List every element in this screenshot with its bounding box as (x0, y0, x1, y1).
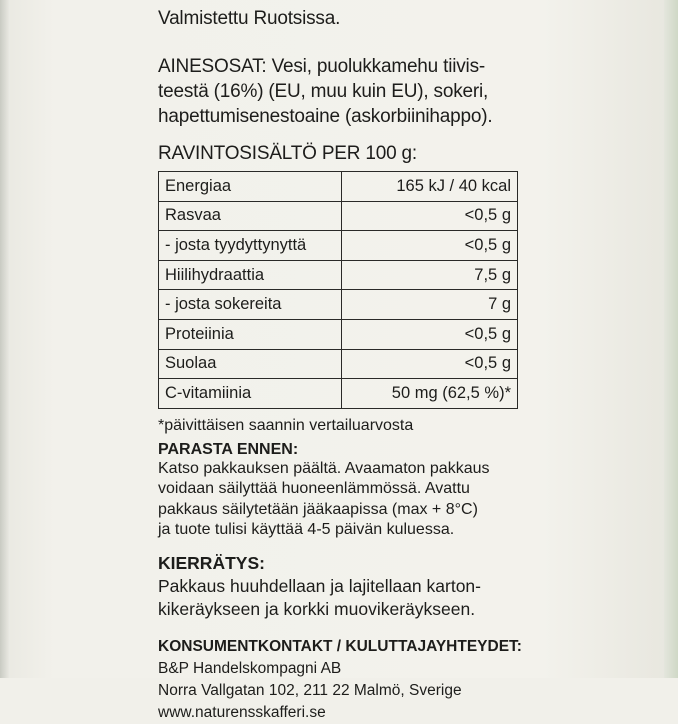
ingredients-line: hapettumisenestoaine (askorbiinihappo). (158, 106, 493, 127)
nutrient-name: Energiaa (159, 172, 342, 202)
ingredients-line: AINESOSAT: Vesi, puolukkamehu tiivis- (158, 56, 485, 77)
best-before-text (158, 459, 668, 541)
table-row (159, 201, 518, 231)
recycling-line: Pakkaus huuhdellaan ja lajitellaan karton- (158, 575, 481, 596)
table-row (159, 172, 518, 202)
nutrient-value: 165 kJ / 40 kcal (342, 172, 518, 202)
table-row (159, 260, 518, 290)
nutrition-title: RAVINTOSISÄLTÖ PER 100 g: (158, 143, 417, 164)
contact-company: B&P Handelskompagni AB (158, 659, 342, 677)
best-before-heading: PARASTA ENNEN: (158, 440, 299, 458)
nutrient-name: Proteiinia (159, 319, 342, 349)
nutrient-value: 50 mg (62,5 %)* (342, 379, 518, 409)
nutrient-value: <0,5 g (342, 349, 518, 379)
nutrient-name: - josta sokereita (159, 290, 342, 320)
nutrient-value: <0,5 g (342, 231, 518, 261)
nutrient-value: 7,5 g (342, 260, 518, 290)
best-before-line: voidaan säilyttää huoneenlämmössä. Avattu (158, 480, 470, 498)
nutrient-name: C-vitamiinia (159, 379, 342, 409)
nutrient-value: 7 g (342, 290, 518, 320)
ingredients-line: teestä (16%) (EU, muu kuin EU), sokeri, (158, 81, 489, 102)
contact-text (158, 658, 668, 724)
best-before-line: Katso pakkauksen päältä. Avaamaton pakkaus (158, 459, 490, 477)
contact-address: Norra Vallgatan 102, 211 22 Malmö, Sverige (158, 681, 462, 699)
ingredients-text (158, 54, 668, 129)
nutrient-value: <0,5 g (342, 319, 518, 349)
nutrient-name: Suolaa (159, 349, 342, 379)
nutrient-name: Rasvaa (159, 201, 342, 231)
table-row (159, 319, 518, 349)
nutrient-name: Hiilihydraattia (159, 260, 342, 290)
table-row (159, 379, 518, 409)
label-text-block (158, 8, 668, 724)
best-before-line: ja tuote tulisi käyttää 4-5 päivän kuluessa. (158, 521, 455, 539)
recycling-heading: KIERRÄTYS: (158, 552, 265, 573)
best-before-line: pakkaus säilytetään jääkaapissa (max + 8°C) (158, 500, 478, 518)
contact-website: www.naturensskafferi.se (158, 703, 326, 721)
made-in-text: Valmistettu Ruotsissa. (158, 8, 341, 29)
nutrition-footnote: *päivittäisen saannin vertailuarvosta (158, 416, 414, 434)
nutrient-name: - josta tyydyttynyttä (159, 231, 342, 261)
contact-heading: KONSUMENTKONTAKT / KULUTTAJAYHTEYDET: (158, 637, 522, 655)
table-row (159, 231, 518, 261)
table-row (159, 349, 518, 379)
label-left-edge (0, 0, 10, 678)
recycling-text (158, 575, 668, 621)
nutrition-table (158, 171, 518, 409)
recycling-line: kikeräykseen ja korkki muovikeräykseen. (158, 598, 476, 619)
nutrient-value: <0,5 g (342, 201, 518, 231)
table-row (159, 290, 518, 320)
